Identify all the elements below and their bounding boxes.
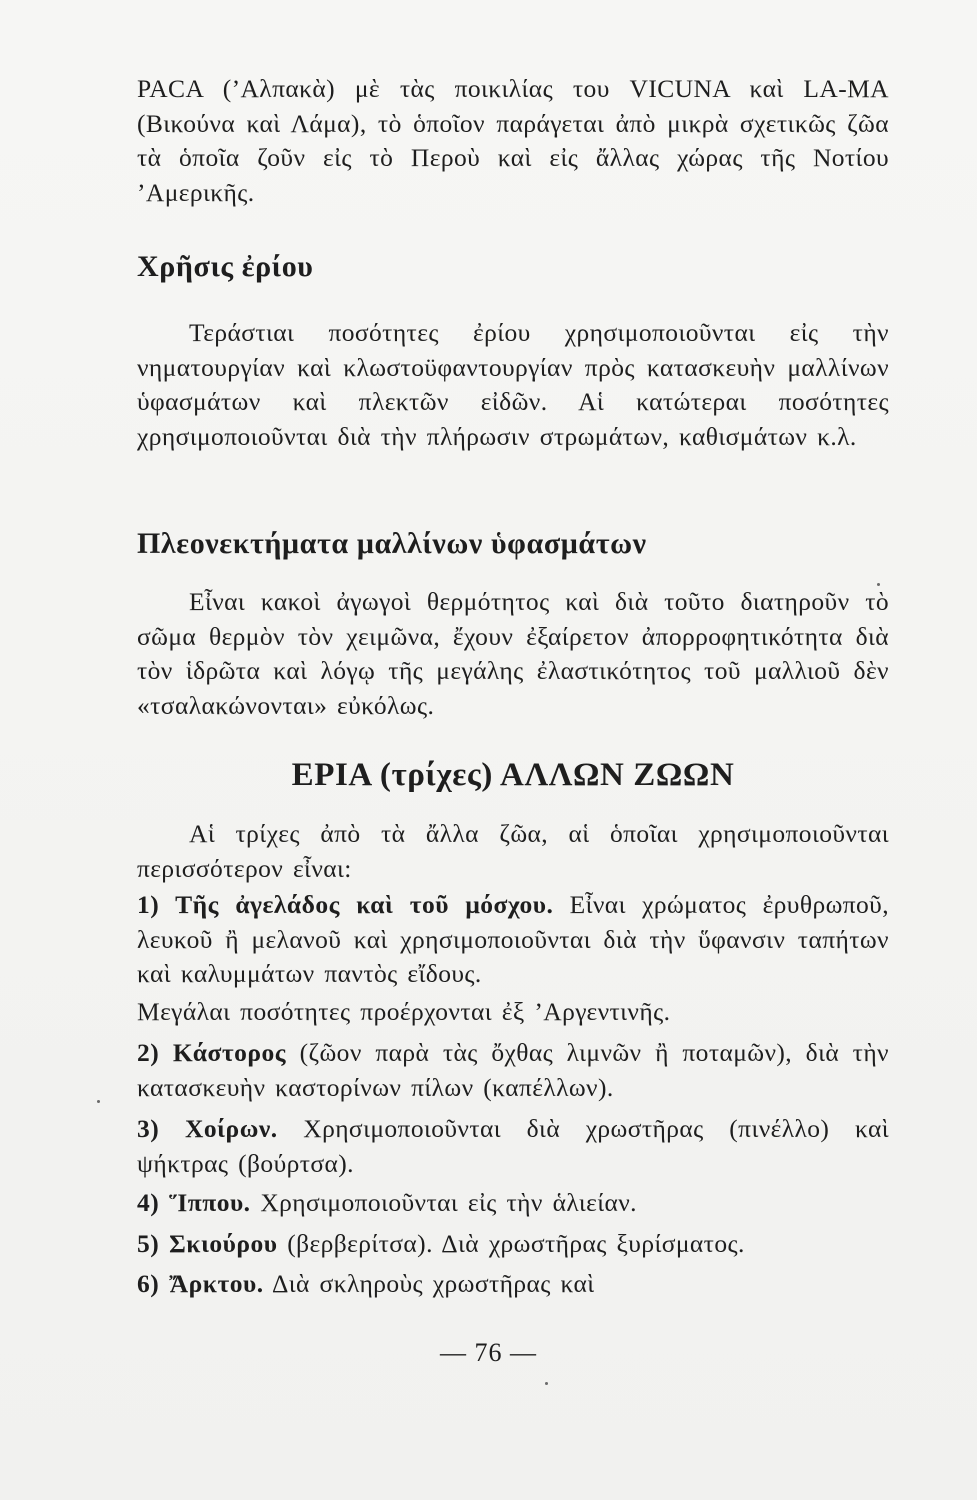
list-item — [137, 1036, 889, 1105]
heading-other-animals: ΕΡΙΑ (τρίχες) ΑΛΛΩΝ ΖΩΩΝ — [291, 757, 735, 793]
list-item-text: (βερβερίτσα). Διὰ χρωστῆρας ξυρίσματος. — [287, 1229, 745, 1258]
list-item — [137, 1186, 889, 1221]
paragraph-use — [137, 316, 889, 454]
list-item-label: 6) Ἄρκτου. — [137, 1269, 264, 1298]
print-speck — [545, 1382, 548, 1385]
list-item-text: Εἶναι χρώματος ἐρυθρωποῦ, λευκοῦ ἢ μελανοῦ καὶ χρησιμοποιοῦνται διὰ τὴν ὕφανσιν ταπήτων καὶ καλυμμάτων παντὸς εἴδους. — [137, 890, 889, 988]
heading-use-of-wool: Χρῆσις ἐρίου — [137, 250, 314, 283]
list-item — [137, 995, 889, 1030]
paragraph-advantages-text: Εἶναι κακοὶ ἀγωγοὶ θερμότητος καὶ διὰ τοῦτο διατηροῦν τὸ σῶμα θερμὸν τὸν χειμῶνα, ἔχουν ἐξαίρετον ἀπορροφητικότητα διὰ τὸν ἱδρῶτα καὶ λόγῳ τῆς μεγάλης ἐλαστικότητος τοῦ μαλλιοῦ δὲν «τσαλακώνονται» εὐκόλως. — [137, 587, 889, 720]
list-item — [137, 1267, 889, 1302]
list-item-text: Μεγάλαι ποσότητες προέρχονται ἐξ ’Αργεντινῆς. — [137, 997, 671, 1026]
paragraph-other — [137, 817, 889, 886]
list-item-label: 1) Τῆς ἀγελάδος καὶ τοῦ μόσχου. — [137, 890, 554, 919]
paragraph-intro — [137, 72, 889, 210]
paragraph-intro-text: PACA (’Αλπακὰ) μὲ τὰς ποικιλίας του VICUNA καὶ LA-ΜΑ (Βικούνα καὶ Λάμα), τὸ ὁποῖον παράγεται ἀπὸ μικρὰ σχετικῶς ζῶα τὰ ὁποῖα ζοῦν εἰς τὸ Περοὺ καὶ εἰς ἄλλας χώρας τῆς Νοτίου ’Αμερικῆς. — [137, 74, 889, 207]
page-number: — 76 — — [440, 1338, 537, 1367]
heading-advantages: Πλεονεκτήματα μαλλίνων ὑφασμάτων — [137, 527, 647, 560]
list-item-text: (ζῶον παρὰ τὰς ὄχθας λιμνῶν ἢ ποταμῶν), διὰ τὴν κατασκευὴν καστορίνων πίλων (καπέλλων). — [137, 1038, 889, 1102]
list-item — [137, 1227, 889, 1262]
list-item — [137, 888, 889, 992]
list-item-label: 4) Ἵππου. — [137, 1188, 251, 1217]
list-item-label: 3) Χοίρων. — [137, 1114, 278, 1143]
paragraph-other-text: Αἱ τρίχες ἀπὸ τὰ ἄλλα ζῶα, αἱ ὁποῖαι χρησιμοποιοῦνται περισσότερον εἶναι: — [137, 819, 889, 883]
print-speck — [97, 1100, 100, 1103]
list-item-text: Διὰ σκληροὺς χρωστῆρας καὶ — [271, 1269, 595, 1298]
list-item — [137, 1112, 889, 1181]
list-item-label: 2) Κάστορος — [137, 1038, 287, 1067]
list-item-text: Χρησιμοποιοῦνται εἰς τὴν ἁλιείαν. — [260, 1188, 637, 1217]
list-item-text: Χρησιμοποιοῦνται διὰ χρωστῆρας (πινέλλο) καὶ ψήκτρας (βούρτσα). — [137, 1114, 889, 1178]
print-speck — [877, 583, 880, 586]
paragraph-advantages — [137, 585, 889, 723]
list-item-label: 5) Σκιούρου — [137, 1229, 278, 1258]
paragraph-use-text: Τεράστιαι ποσότητες ἐρίου χρησιμοποιοῦνται εἰς τὴν νηματουργίαν καὶ κλωστοϋφαντουργίαν πρὸς κατασκευὴν μαλλίνων ὑφασμάτων καὶ πλεκτῶν εἰδῶν. Αἱ κατώτεραι ποσότητες χρησιμοποιοῦνται διὰ τὴν πλήρωσιν στρωμάτων, καθισμάτων κ.λ. — [137, 318, 889, 451]
